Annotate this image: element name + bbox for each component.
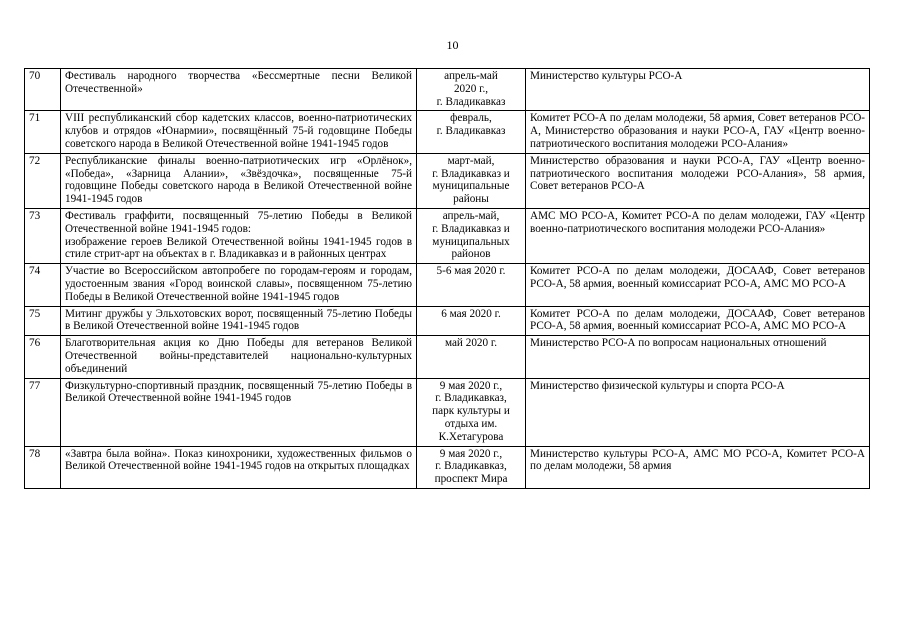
date-place-line: отдыха им. — [444, 417, 498, 430]
date-place-line: апрель-май — [444, 70, 498, 82]
date-place-line: парк культуры и — [432, 405, 510, 418]
table-row — [25, 153, 870, 208]
date-place-line: г. Владикавказ и — [432, 222, 510, 235]
responsible-cell: Министерство культуры РСО-А — [526, 69, 870, 111]
table-row — [25, 264, 870, 306]
responsible-cell: Министерство физической культуры и спорта РСО-А — [526, 378, 870, 446]
event-cell — [61, 264, 417, 306]
date-place-line: 5-6 мая 2020 г. — [436, 265, 506, 278]
event-text: «Завтра была война». Показ кинохроники, художественных фильмов о Великой Отечественной войне 1941-1945 годов на открытых площадках — [65, 447, 412, 473]
date-place-line: 2020 г., — [453, 82, 489, 95]
event-cell — [61, 153, 417, 208]
responsible-cell: Комитет РСО-А по делам молодежи, ДОСААФ, Совет ветеранов РСО-А, 58 армия, военный комиссариат РСО-А, АМС МО РСО-А — [526, 264, 870, 306]
event-text: Физкультурно-спортивный праздник, посвященный 75-летию Победы в Великой Отечественной войне 1941-1945 годов — [65, 379, 412, 405]
date-place-line: 9 мая 2020 г., — [439, 447, 503, 460]
event-text: Фестиваль граффити, посвященный 75-летию Победы в Великой Отечественной войне 1941-1945 годов: — [65, 209, 412, 235]
date-place-line: февраль, — [450, 112, 492, 125]
event-text: Благотворительная акция ко Дню Победы для ветеранов Великой Отечественной войны-представителей национально-культурных объединений — [65, 337, 412, 375]
page-number: 10 — [446, 38, 459, 52]
event-cell — [61, 378, 417, 446]
event-cell — [61, 111, 417, 153]
table-row — [25, 306, 870, 336]
event-text: VIII республиканский сбор кадетских классов, военно-патриотических клубов и отрядов «Юнармии», посвящённый 75-й годовщине Победы советского народа в Великой Отечественной войне 1941-1945 годов — [65, 112, 412, 150]
events-table — [24, 68, 870, 489]
responsible-cell: Министерство РСО-А по вопросам национальных отношений — [526, 336, 870, 378]
event-cell — [61, 306, 417, 336]
table-row — [25, 69, 870, 111]
row-number: 72 — [25, 153, 61, 208]
date-place-cell — [417, 69, 526, 111]
date-place-cell — [417, 306, 526, 336]
date-place-cell — [417, 153, 526, 208]
date-place-line: 9 мая 2020 г., — [439, 379, 503, 392]
date-place-line: апрель-май, — [442, 209, 500, 222]
date-place-line: г. Владикавказ, — [435, 460, 507, 473]
row-number: 71 — [25, 111, 61, 153]
events-table-body — [25, 69, 870, 489]
event-cell — [61, 446, 417, 488]
responsible-cell: Министерство культуры РСО-А, АМС МО РСО-А, Комитет РСО-А по делам молодежи, 58 армия — [526, 446, 870, 488]
row-number: 70 — [25, 69, 61, 111]
date-place-line: проспект Мира — [434, 473, 508, 486]
date-place-line: май 2020 г. — [444, 337, 498, 350]
table-row — [25, 208, 870, 263]
date-place-line: районы — [453, 193, 489, 206]
responsible-cell: Министерство образования и науки РСО-А, ГАУ «Центр военно-патриотического воспитания молодежи РСО-Алания», 58 армия, Совет ветеранов РСО-А — [526, 153, 870, 208]
date-place-cell — [417, 336, 526, 378]
responsible-cell: Комитет РСО-А по делам молодежи, 58 армия, Совет ветеранов РСО-А, Министерство образования и науки РСО-А, ГАУ «Центр военно-патриотического воспитания молодежи РСО-Алания» — [526, 111, 870, 153]
row-number: 77 — [25, 378, 61, 446]
row-number: 75 — [25, 306, 61, 336]
date-place-cell — [417, 111, 526, 153]
event-text: Участие во Всероссийском автопробеге по городам-героям и городам, удостоенным звания «Город воинской славы», посвященном 75-летию Победы в Великой Отечественной войне 1941-1945 годов — [65, 265, 412, 303]
date-place-line: 6 мая 2020 г. — [441, 307, 501, 320]
table-row — [25, 111, 870, 153]
event-cell — [61, 208, 417, 263]
responsible-cell: АМС МО РСО-А, Комитет РСО-А по делам молодежи, ГАУ «Центр военно-патриотического воспитания молодежи РСО-Алания» — [526, 208, 870, 263]
date-place-cell — [417, 264, 526, 306]
event-text: изображение героев Великой Отечественной войны 1941-1945 годов в стиле стрит-арт на объектах в г. Владикавказ и в районных центрах — [65, 235, 412, 261]
row-number: 76 — [25, 336, 61, 378]
date-place-line: районов — [451, 248, 491, 261]
event-text: Митинг дружбы у Эльхотовских ворот, посвященный 75-летию Победы в Великой Отечественной войне 1941-1945 годов — [65, 307, 412, 333]
date-place-line: г. Владикавказ, — [435, 392, 507, 405]
date-place-line: март-май, — [447, 154, 495, 167]
event-text: Фестиваль народного творчества «Бессмертные песни Великой Отечественной» — [65, 70, 412, 95]
table-row — [25, 336, 870, 378]
date-place-line: г. Владикавказ и — [432, 167, 510, 180]
date-place-line: муниципальных — [432, 235, 510, 248]
date-place-cell — [417, 208, 526, 263]
date-place-cell — [417, 446, 526, 488]
event-cell — [61, 69, 417, 111]
row-number: 74 — [25, 264, 61, 306]
row-number: 73 — [25, 208, 61, 263]
event-cell — [61, 336, 417, 378]
table-row — [25, 446, 870, 488]
date-place-line: К.Хетагурова — [438, 430, 504, 443]
date-place-cell — [417, 378, 526, 446]
row-number: 78 — [25, 446, 61, 488]
date-place-line: г. Владикавказ — [436, 125, 506, 138]
event-text: Республиканские финалы военно-патриотических игр «Орлёнок», «Победа», «Зарница Алании», «Звёздочка», посвященные 75-й годовщине Победы советского народа в Великой Отечественной войне 1941-1945 годов — [65, 154, 412, 206]
date-place-line: г. Владикавказ — [436, 95, 506, 108]
date-place-line: муниципальные — [432, 180, 510, 193]
responsible-cell: Комитет РСО-А по делам молодежи, ДОСААФ, Совет ветеранов РСО-А, 58 армия, военный комиссариат РСО-А, АМС МО РСО-А — [526, 306, 870, 336]
table-row — [25, 378, 870, 446]
